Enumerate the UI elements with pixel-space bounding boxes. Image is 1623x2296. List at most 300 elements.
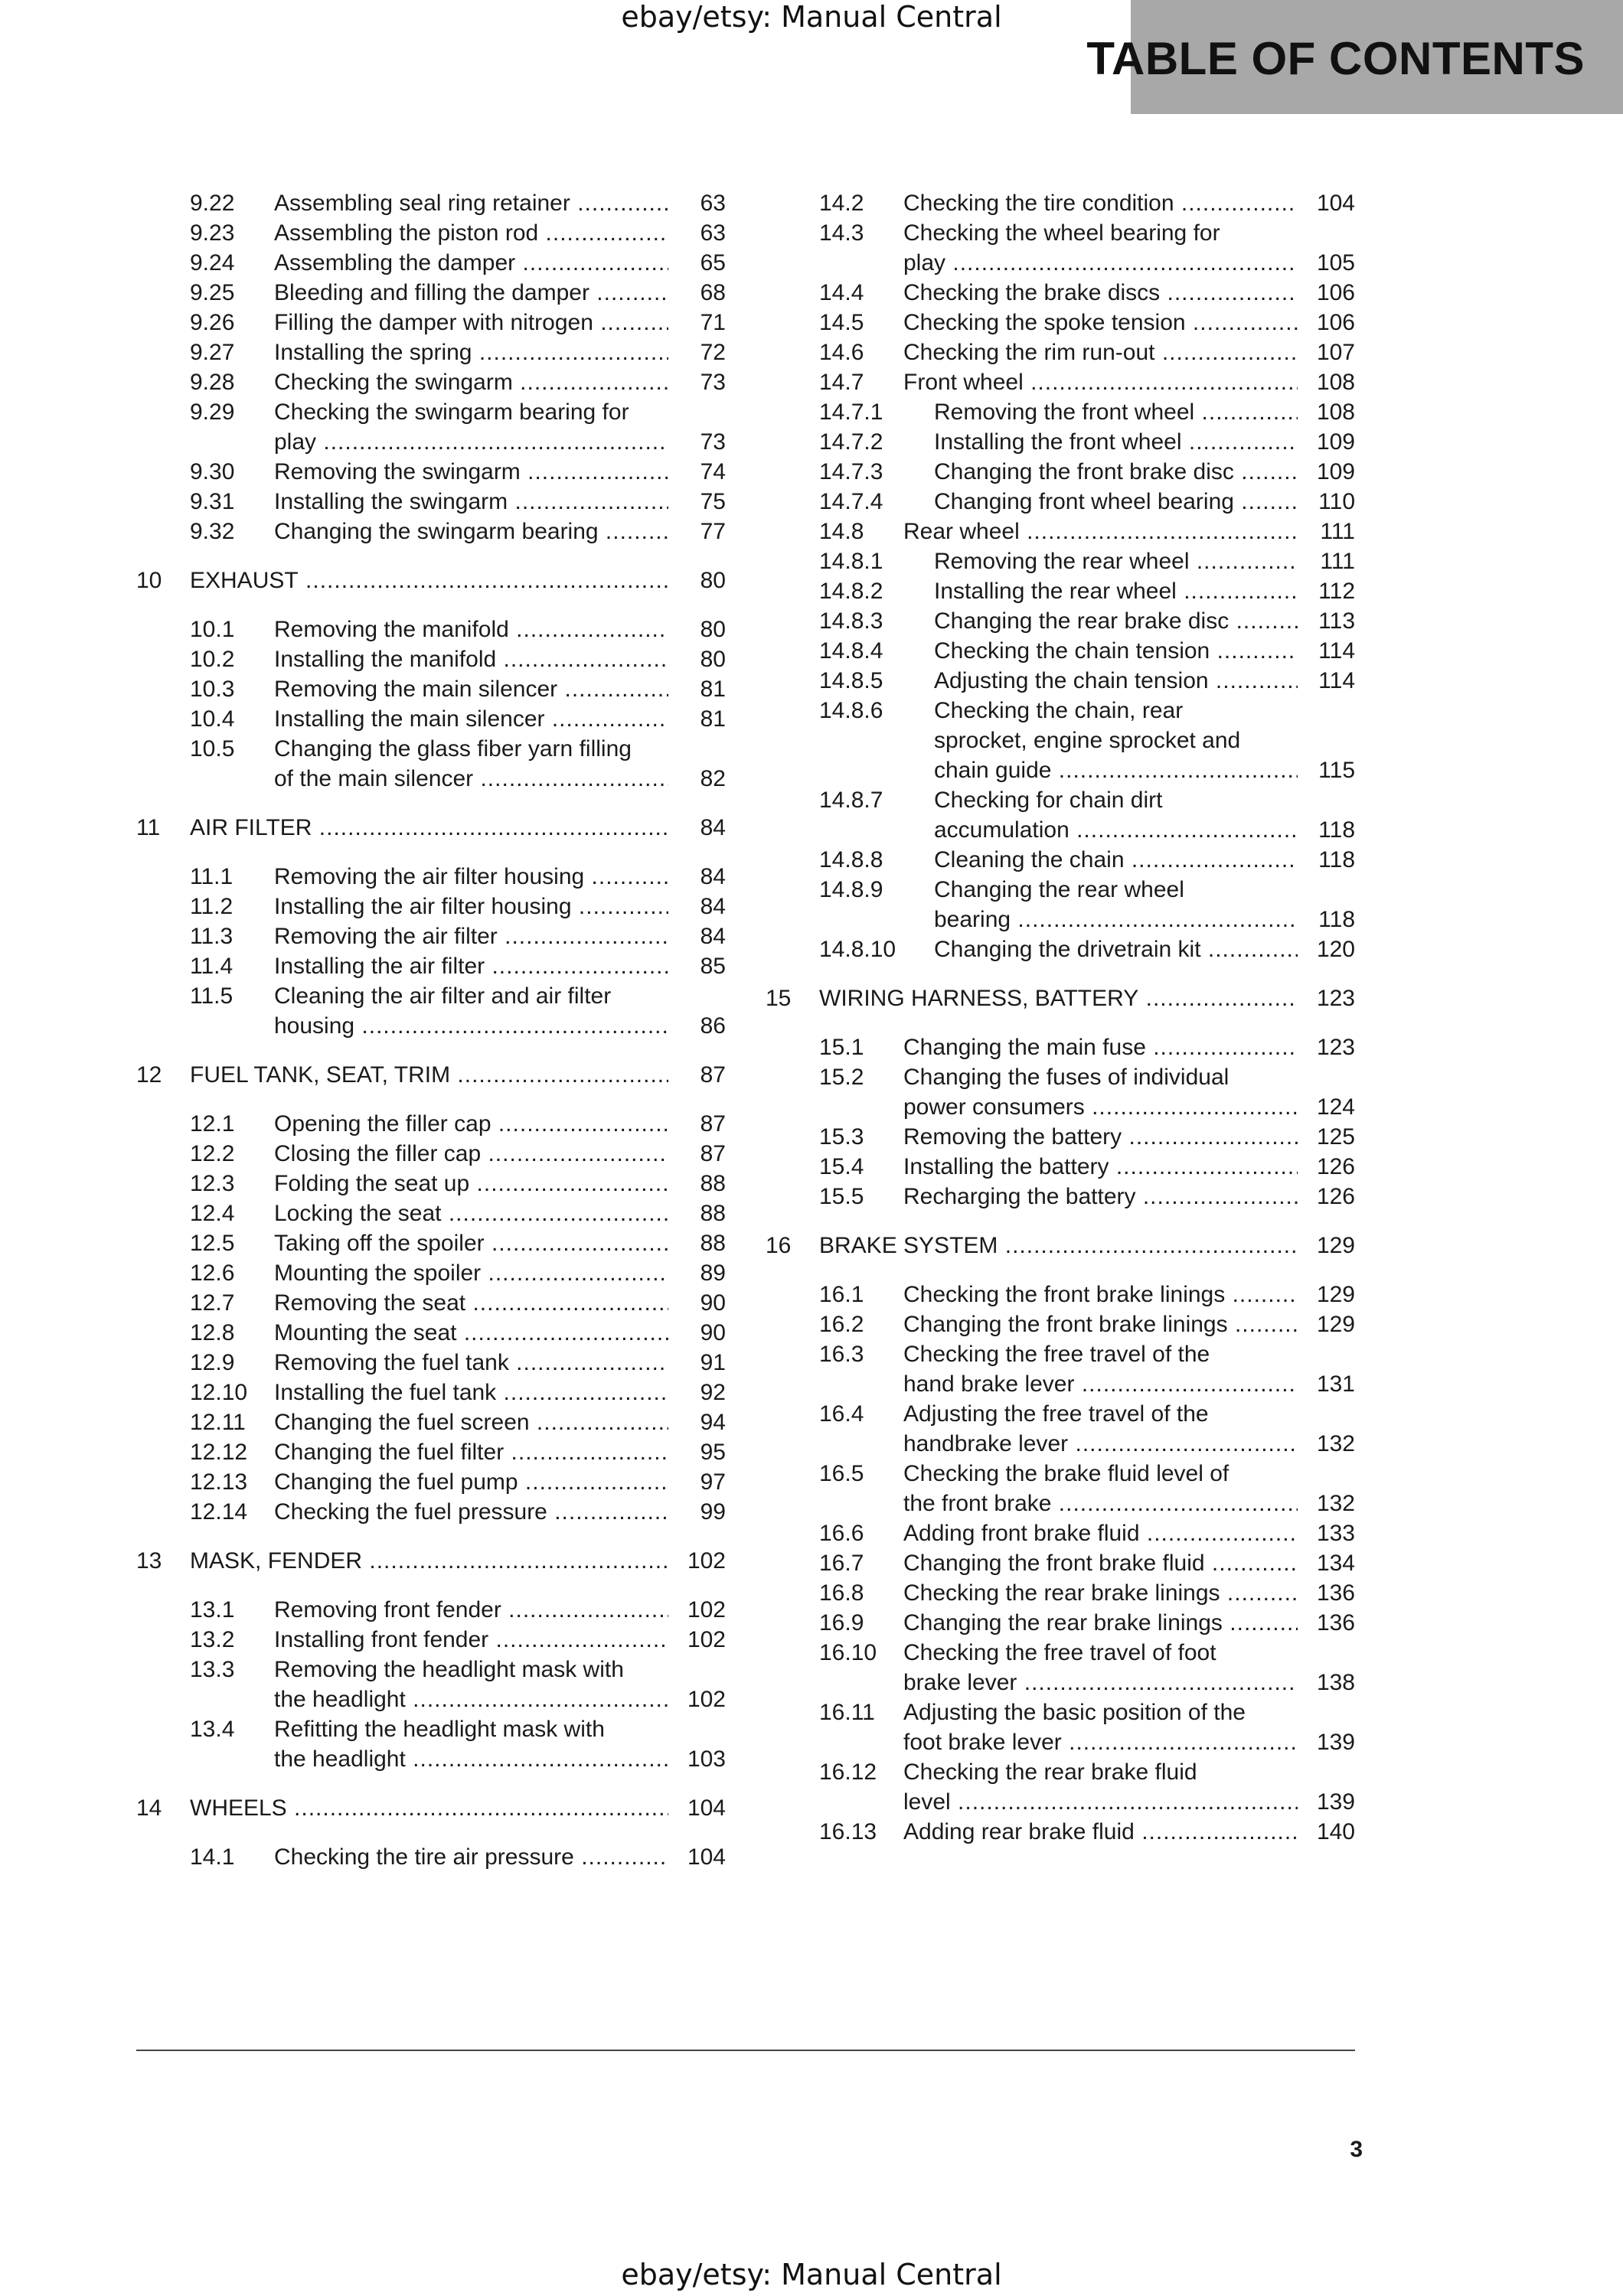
toc-entry-page: 108 [1301,397,1355,427]
toc-entry-title: AIR FILTER ..... [190,813,668,843]
toc-entry[interactable] [136,1407,726,1437]
toc-entry-number: 12.5 [190,1231,235,1256]
toc-entry-title: Checking the spoke tension ..... [903,308,1298,338]
toc-entry-page: 115 [1301,755,1355,785]
toc-entry-number: 12.6 [190,1261,235,1286]
toc-entry[interactable] [136,1467,726,1497]
toc-entry-page: 84 [672,813,726,843]
toc-entry[interactable] [766,1309,1355,1339]
toc-entry[interactable] [136,1497,726,1527]
toc-entry[interactable] [136,397,726,457]
toc-entry-title: Removing the fuel tank ..... [274,1348,668,1378]
toc-chapter-entry[interactable] [136,566,726,595]
toc-entry-title: Changing the rear wheel [934,877,1184,902]
toc-entry-title: Checking the swingarm ..... [274,367,668,397]
toc-entry-title: accumulation ..... [934,815,1298,845]
toc-entry[interactable] [136,1842,726,1872]
toc-entry-number: 11.1 [190,864,233,889]
toc-chapter-entry[interactable] [136,1793,726,1823]
toc-entry[interactable] [136,457,726,487]
toc-entry[interactable] [766,517,1355,546]
toc-entry[interactable] [766,934,1355,964]
toc-entry-page: 109 [1301,457,1355,487]
toc-entry-title: Changing the rear brake linings ..... [903,1608,1298,1638]
toc-entry[interactable] [766,1698,1355,1757]
toc-entry[interactable] [766,338,1355,367]
toc-entry[interactable] [766,1817,1355,1847]
toc-entry-number: 15.3 [819,1124,864,1150]
toc-entry-title: Checking the rear brake fluid [903,1760,1197,1785]
toc-entry[interactable] [136,1288,726,1318]
toc-entry[interactable] [766,397,1355,427]
toc-entry-page: 126 [1301,1152,1355,1182]
toc-entry-page: 108 [1301,367,1355,397]
toc-entry-title: chain guide ..... [934,755,1298,785]
toc-entry-number: 14.8.7 [819,788,883,813]
toc-entry-page: 87 [672,1139,726,1169]
toc-entry-title: Installing the air filter housing ..... [274,892,668,921]
toc-entry[interactable] [136,248,726,278]
toc-entry[interactable] [136,367,726,397]
toc-entry-page: 84 [672,892,726,921]
toc-entry-number: 14.7 [819,370,864,395]
toc-entry[interactable] [766,278,1355,308]
toc-entry-number: 12.4 [190,1201,235,1226]
toc-entry[interactable] [766,218,1355,278]
toc-entry-number: 9.25 [190,280,235,305]
toc-entry-page: 136 [1301,1608,1355,1638]
toc-chapter-entry[interactable] [136,1546,726,1576]
toc-entry-page: 118 [1301,905,1355,934]
toc-entry[interactable] [766,696,1355,785]
toc-entry-number: 14.7.1 [819,400,883,425]
toc-entry-title: Changing front wheel bearing ..... [934,487,1298,517]
toc-entry-page: 89 [672,1258,726,1288]
toc-entry-page: 90 [672,1288,726,1318]
toc-entry[interactable] [766,427,1355,457]
toc-entry[interactable] [766,1518,1355,1548]
toc-entry-page: 104 [1301,188,1355,218]
toc-entry-title: the headlight ..... [274,1684,668,1714]
toc-entry[interactable] [136,674,726,704]
toc-entry-page: 114 [1301,636,1355,666]
toc-entry-page: 86 [672,1011,726,1041]
toc-entry[interactable] [766,1152,1355,1182]
toc-entry[interactable] [136,1199,726,1228]
toc-entry-title: Changing the swingarm bearing ..... [274,517,668,546]
toc-entry-number: 14.8.10 [819,937,896,962]
toc-entry-title: Front wheel ..... [903,367,1298,397]
toc-entry[interactable] [766,845,1355,875]
toc-entry-title: play ..... [903,248,1298,278]
toc-entry-page: 71 [672,308,726,338]
toc-entry-page: 107 [1301,338,1355,367]
toc-entry-number: 16.11 [819,1700,875,1725]
toc-entry-title: Filling the damper with nitrogen ..... [274,308,668,338]
toc-entry-title: Installing the fuel tank ..... [274,1378,668,1407]
toc-entry-page: 140 [1301,1817,1355,1847]
toc-entry-page: 104 [672,1793,726,1823]
toc-entry[interactable] [766,1608,1355,1638]
toc-entry-title: Checking the chain, rear [934,698,1184,723]
toc-entry[interactable] [136,1714,726,1774]
toc-entry-title: Checking the chain tension ..... [934,636,1298,666]
toc-entry[interactable] [136,1109,726,1139]
toc-entry-title: Adjusting the basic position of the [903,1700,1246,1725]
toc-entry[interactable] [136,921,726,951]
toc-chapter-entry[interactable] [136,813,726,843]
toc-entry-title: Changing the drivetrain kit ..... [934,934,1298,964]
toc-entry-title: the headlight ..... [274,1744,668,1774]
toc-entry-page: 139 [1301,1727,1355,1757]
toc-entry[interactable] [136,1318,726,1348]
toc-entry[interactable] [136,892,726,921]
toc-entry-number: 10.5 [190,736,235,762]
toc-entry-page: 63 [672,218,726,248]
toc-entry-number: 15.1 [819,1035,864,1060]
toc-entry[interactable] [766,1062,1355,1122]
toc-entry[interactable] [136,951,726,981]
toc-entry-page: 73 [672,367,726,397]
toc-entry[interactable] [766,1638,1355,1698]
toc-entry-number: 9.28 [190,370,235,395]
toc-entry-title: power consumers ..... [903,1092,1298,1122]
toc-entry-title: of the main silencer ..... [274,764,668,794]
toc-entry-number: 14.8 [819,519,864,544]
toc-entry-number: 12 [136,1062,162,1088]
toc-entry[interactable] [136,862,726,892]
watermark-bottom: ebay/etsy: Manual Central [621,2258,1002,2291]
toc-entry[interactable] [766,367,1355,397]
toc-entry-title: Removing the battery ..... [903,1122,1298,1152]
toc-entry-number: 10.4 [190,706,235,732]
toc-entry-title: Changing the main fuse ..... [903,1032,1298,1062]
toc-entry-title: Checking the brake fluid level of [903,1461,1229,1486]
toc-entry-number: 12.2 [190,1141,235,1166]
toc-entry-page: 105 [1301,248,1355,278]
toc-entry-number: 14.8.9 [819,877,883,902]
toc-entry-title: Changing the front brake fluid ..... [903,1548,1298,1578]
toc-entry-title: brake lever ..... [903,1668,1298,1698]
toc-entry-number: 10.2 [190,647,235,672]
toc-entry-title: Folding the seat up ..... [274,1169,668,1199]
toc-entry-number: 14.2 [819,191,864,216]
toc-entry-page: 102 [672,1684,726,1714]
toc-entry[interactable] [766,666,1355,696]
toc-entry-page: 120 [1301,934,1355,964]
toc-entry-number: 12.10 [190,1380,248,1405]
toc-entry-title: Cleaning the chain ..... [934,845,1298,875]
toc-entry-title: Opening the filler cap ..... [274,1109,668,1139]
toc-entry-number: 9.22 [190,191,235,216]
toc-entry-title: Removing the headlight mask with [274,1657,624,1682]
toc-entry-number: 13 [136,1548,162,1574]
toc-entry-page: 80 [672,615,726,644]
toc-entry[interactable] [136,1595,726,1625]
toc-entry-title: play ..... [274,427,668,457]
toc-entry-page: 74 [672,457,726,487]
toc-entry-number: 14.8.8 [819,847,883,872]
toc-entry[interactable] [766,1182,1355,1212]
toc-entry[interactable] [136,1228,726,1258]
toc-entry-number: 16.8 [819,1580,864,1606]
toc-entry-title: Checking the wheel bearing for [903,220,1220,246]
toc-entry-title: Checking for chain dirt [934,788,1163,813]
toc-entry[interactable] [136,188,726,218]
toc-entry-title: FUEL TANK, SEAT, TRIM ..... [190,1060,668,1090]
toc-entry-page: 99 [672,1497,726,1527]
toc-entry-page: 103 [672,1744,726,1774]
toc-entry-page: 110 [1301,487,1355,517]
toc-entry-page: 129 [1301,1309,1355,1339]
toc-entry[interactable] [766,636,1355,666]
toc-entry-number: 16.7 [819,1551,864,1576]
toc-entry-title: Changing the rear brake disc ..... [934,606,1298,636]
toc-entry-page: 124 [1301,1092,1355,1122]
toc-entry-page: 113 [1301,606,1355,636]
toc-entry-page: 123 [1301,1032,1355,1062]
toc-entry-title: Mounting the spoiler ..... [274,1258,668,1288]
toc-entry-number: 9.23 [190,220,235,246]
toc-entry[interactable] [766,457,1355,487]
toc-entry-title: Installing the swingarm ..... [274,487,668,517]
toc-entry-number: 12.9 [190,1350,235,1375]
toc-entry-number: 9.31 [190,489,235,514]
toc-entry-number: 12.7 [190,1290,235,1316]
toc-entry-page: 80 [672,566,726,595]
toc-entry-number: 14.7.2 [819,429,883,455]
toc-entry-title: Checking the tire air pressure ..... [274,1842,668,1872]
page-title: TABLE OF CONTENTS [1086,33,1585,84]
toc-entry-number: 12.14 [190,1499,248,1525]
toc-entry-number: 14.5 [819,310,864,335]
toc-entry-title: handbrake lever ..... [903,1429,1298,1459]
toc-entry-title: Installing the manifold ..... [274,644,668,674]
footer-divider [136,2050,1355,2051]
toc-entry-number: 9.26 [190,310,235,335]
toc-entry-number: 14.4 [819,280,864,305]
toc-entry-number: 16.4 [819,1401,864,1427]
toc-entry[interactable] [136,734,726,794]
toc-entry-page: 102 [672,1546,726,1576]
toc-entry-number: 9.27 [190,340,235,365]
toc-entry-number: 14.1 [190,1844,235,1870]
toc-entry-title: Removing the air filter housing ..... [274,862,668,892]
toc-entry-number: 14.8.1 [819,549,883,574]
toc-entry-title: Installing the main silencer ..... [274,704,668,734]
toc-entry[interactable] [766,1339,1355,1399]
toc-entry-title: sprocket, engine sprocket and [934,728,1241,753]
toc-chapter-entry[interactable] [766,983,1355,1013]
toc-entry-title: Checking the swingarm bearing for [274,400,629,425]
toc-entry-page: 125 [1301,1122,1355,1152]
toc-entry-number: 11.2 [190,894,233,919]
toc-entry-title: WIRING HARNESS, BATTERY ..... [819,983,1298,1013]
toc-entry[interactable] [136,615,726,644]
toc-entry-number: 11.4 [190,954,233,979]
toc-entry[interactable] [136,704,726,734]
section-header-tab [1086,0,1623,114]
toc-entry-number: 16.5 [819,1461,864,1486]
toc-entry-number: 11.5 [190,983,233,1009]
toc-entry-title: Assembling seal ring retainer ..... [274,188,668,218]
toc-entry[interactable] [136,487,726,517]
toc-entry-title: Checking the fuel pressure ..... [274,1497,668,1527]
toc-entry-title: Recharging the battery ..... [903,1182,1298,1212]
toc-entry[interactable] [136,644,726,674]
toc-entry[interactable] [136,1348,726,1378]
toc-entry-title: hand brake lever ..... [903,1369,1298,1399]
toc-entry-number: 16.1 [819,1282,864,1307]
toc-entry-page: 84 [672,862,726,892]
toc-entry[interactable] [766,606,1355,636]
toc-entry-title: Changing the fuel screen ..... [274,1407,668,1437]
toc-entry-page: 123 [1301,983,1355,1013]
toc-entry-page: 90 [672,1318,726,1348]
toc-entry-page: 134 [1301,1548,1355,1578]
toc-entry[interactable] [766,1032,1355,1062]
toc-entry-number: 16.6 [819,1521,864,1546]
watermark-top: ebay/etsy: Manual Central [621,0,1002,34]
toc-entry-number: 16.2 [819,1312,864,1337]
toc-entry[interactable] [766,1459,1355,1518]
toc-entry-page: 102 [672,1625,726,1655]
toc-entry-number: 14.7.3 [819,459,883,484]
toc-entry-title: level ..... [903,1787,1298,1817]
toc-entry[interactable] [766,1280,1355,1309]
toc-entry-number: 12.3 [190,1171,235,1196]
toc-entry-title: Changing the glass fiber yarn filling [274,736,632,762]
toc-entry-page: 75 [672,487,726,517]
toc-entry[interactable] [136,338,726,367]
toc-entry-title: housing ..... [274,1011,668,1041]
toc-entry-title: Checking the tire condition ..... [903,188,1298,218]
toc-entry-title: the front brake ..... [903,1489,1298,1518]
toc-chapter-entry[interactable] [136,1060,726,1090]
toc-entry[interactable] [766,785,1355,845]
toc-entry-page: 132 [1301,1489,1355,1518]
toc-entry-title: Changing the front brake linings ..... [903,1309,1298,1339]
toc-entry[interactable] [136,218,726,248]
toc-entry-number: 16.3 [819,1342,864,1367]
toc-entry[interactable] [136,1625,726,1655]
toc-entry-page: 81 [672,704,726,734]
toc-entry-page: 92 [672,1378,726,1407]
toc-entry-page: 77 [672,517,726,546]
toc-entry-page: 87 [672,1060,726,1090]
toc-entry-title: Checking the free travel of foot [903,1640,1216,1665]
toc-entry-title: Adding front brake fluid ..... [903,1518,1298,1548]
toc-entry-page: 72 [672,338,726,367]
toc-entry-number: 12.1 [190,1111,235,1137]
toc-entry-number: 14.7.4 [819,489,883,514]
toc-entry-number: 14.8.4 [819,638,883,664]
toc-entry-page: 88 [672,1169,726,1199]
toc-entry-number: 13.4 [190,1717,235,1742]
toc-entry-page: 65 [672,248,726,278]
toc-entry[interactable] [136,1169,726,1199]
toc-entry-number: 14.8.6 [819,698,883,723]
toc-entry-number: 14.3 [819,220,864,246]
toc-entry-page: 129 [1301,1280,1355,1309]
toc-entry[interactable] [766,308,1355,338]
toc-entry[interactable] [136,517,726,546]
toc-entry-number: 12.13 [190,1469,248,1495]
toc-entry-title: Checking the free travel of the [903,1342,1210,1367]
toc-entry-number: 11 [136,815,161,840]
toc-entry-number: 13.2 [190,1627,235,1652]
toc-entry-number: 9.30 [190,459,235,484]
toc-entry[interactable] [136,1258,726,1288]
toc-entry-page: 94 [672,1407,726,1437]
toc-entry[interactable] [766,1757,1355,1817]
toc-entry-title: Rear wheel ..... [903,517,1298,546]
toc-entry-number: 12.12 [190,1440,248,1465]
toc-column-right [766,188,1355,1847]
toc-entry[interactable] [136,278,726,308]
toc-entry-page: 63 [672,188,726,218]
toc-entry[interactable] [766,576,1355,606]
toc-entry-title: Assembling the damper ..... [274,248,668,278]
toc-entry-title: Assembling the piston rod ..... [274,218,668,248]
toc-entry-title: Removing the front wheel ..... [934,397,1298,427]
toc-entry-page: 109 [1301,427,1355,457]
toc-entry-title: bearing ..... [934,905,1298,934]
toc-entry-page: 97 [672,1467,726,1497]
toc-entry[interactable] [136,1139,726,1169]
toc-entry-page: 106 [1301,278,1355,308]
toc-entry-title: Bleeding and filling the damper ..... [274,278,668,308]
toc-entry-title: Checking the rim run-out ..... [903,338,1298,367]
toc-entry-title: Checking the front brake linings ..... [903,1280,1298,1309]
toc-entry-title: MASK, FENDER ..... [190,1546,668,1576]
toc-entry-number: 10.1 [190,617,235,642]
toc-entry-number: 14.6 [819,340,864,365]
toc-entry[interactable] [136,1655,726,1714]
toc-entry-title: Adjusting the chain tension ..... [934,666,1298,696]
toc-entry[interactable] [766,188,1355,218]
toc-entry-number: 16.10 [819,1640,877,1665]
toc-entry-number: 15.5 [819,1184,864,1209]
toc-entry-page: 136 [1301,1578,1355,1608]
toc-entry[interactable] [766,1548,1355,1578]
toc-entry[interactable] [136,981,726,1041]
toc-entry-title: Checking the rear brake linings ..... [903,1578,1298,1608]
toc-entry-page: 73 [672,427,726,457]
toc-entry-title: Closing the filler cap ..... [274,1139,668,1169]
toc-entry-page: 84 [672,921,726,951]
toc-entry[interactable] [136,308,726,338]
toc-entry[interactable] [766,546,1355,576]
toc-entry-page: 132 [1301,1429,1355,1459]
toc-entry[interactable] [766,1399,1355,1459]
toc-entry[interactable] [136,1378,726,1407]
toc-entry[interactable] [136,1437,726,1467]
toc-entry[interactable] [766,1578,1355,1608]
toc-entry-title: Installing front fender ..... [274,1625,668,1655]
toc-chapter-entry[interactable] [766,1231,1355,1261]
toc-entry-number: 9.24 [190,250,235,276]
toc-entry[interactable] [766,1122,1355,1152]
toc-entry-page: 85 [672,951,726,981]
toc-entry-number: 12.8 [190,1320,235,1345]
toc-entry-number: 15.2 [819,1065,864,1090]
toc-entry-page: 114 [1301,666,1355,696]
toc-entry-page: 112 [1301,576,1355,606]
toc-entry[interactable] [766,487,1355,517]
toc-entry[interactable] [766,875,1355,934]
toc-entry-number: 15.4 [819,1154,864,1179]
